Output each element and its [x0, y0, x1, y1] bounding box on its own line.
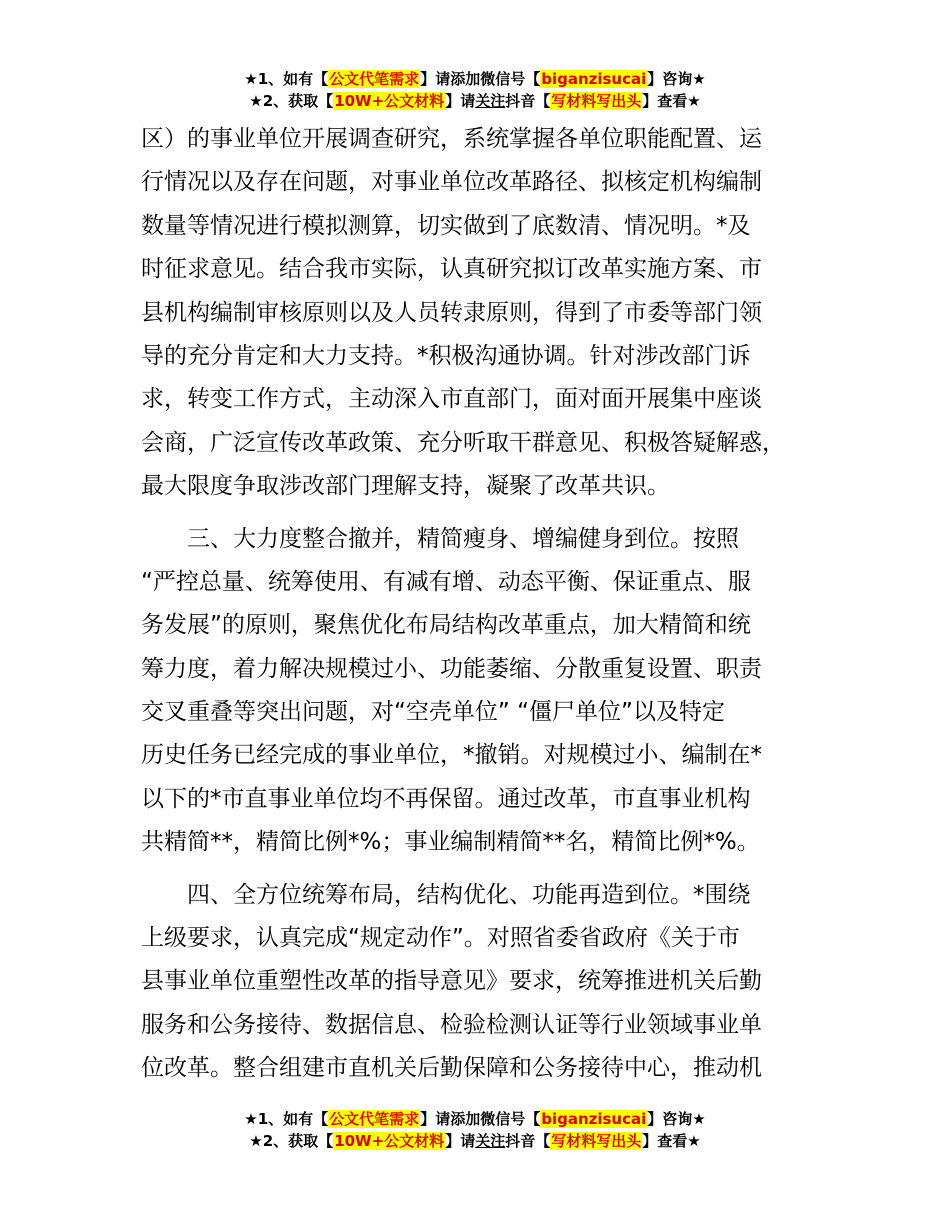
banner-line-1: ★1、如有【公文代笔需求】请添加微信号【biganzisucai】咨询★ — [244, 1110, 706, 1128]
text-line: 服务和公务接待、数据信息、检验检测认证等行业领域事业单 — [141, 1011, 762, 1038]
banner-line-2: ★2、获取【10W+公文材料】请关注抖音【写材料写出头】查看★ — [249, 92, 701, 110]
highlight-materials: 10W+公文材料 — [334, 1132, 445, 1150]
banner-line-1: ★1、如有【公文代笔需求】请添加微信号【biganzisucai】咨询★ — [244, 70, 706, 88]
highlight-service: 公文代笔需求 — [329, 1110, 420, 1128]
paragraph-3 — [141, 874, 841, 1091]
document-body — [141, 118, 841, 1091]
text-line: 共精简**，精简比例*%；事业编制精简**名，精简比例*%。 — [141, 829, 760, 856]
footer-banner — [0, 1108, 950, 1152]
text-line: 会商，广泛宣传改革政策、充分听取干群意见、积极答疑解惑， — [141, 429, 785, 456]
text-line: 三、大力度整合撤并，精简瘦身、增编健身到位。按照 — [141, 525, 739, 552]
follow-text: 关注 — [475, 1132, 506, 1150]
text-line: 行情况以及存在问题，对事业单位改革路径、拟核定机构编制 — [141, 169, 762, 196]
text-line: “严控总量、统筹使用、有减有增、动态平衡、保证重点、服 — [141, 568, 751, 595]
text-line: 数量等情况进行模拟测算，切实做到了底数清、情况明。*及 — [141, 212, 751, 239]
text-line: 县事业单位重塑性改革的指导意见》要求，统筹推进机关后勤 — [141, 968, 762, 995]
highlight-wechat-id: biganzisucai — [541, 70, 647, 88]
text-line: 时征求意见。结合我市实际，认真研究拟订改革实施方案、市 — [141, 256, 762, 283]
highlight-douyin: 写材料写出头 — [551, 1132, 642, 1150]
text-line: 历史任务已经完成的事业单位，*撤销。对规模过小、编制在* — [141, 742, 762, 769]
text-line: 区）的事业单位开展调查研究，系统掌握各单位职能配置、运 — [141, 126, 762, 152]
text-line: 以下的*市直事业单位均不再保留。通过改革，市直事业机构 — [141, 785, 751, 812]
highlight-wechat-id: biganzisucai — [541, 1110, 647, 1128]
header-banner — [0, 68, 950, 112]
text-line: 四、全方位统筹布局，结构优化、功能再造到位。*围绕 — [141, 881, 751, 908]
text-line: 位改革。整合组建市直机关后勤保障和公务接待中心，推动机 — [141, 1055, 762, 1082]
highlight-materials: 10W+公文材料 — [334, 92, 445, 110]
highlight-douyin: 写材料写出头 — [551, 92, 642, 110]
highlight-service: 公文代笔需求 — [329, 70, 420, 88]
paragraph-2 — [141, 518, 841, 865]
banner-line-2: ★2、获取【10W+公文材料】请关注抖音【写材料写出头】查看★ — [249, 1132, 701, 1150]
text-line: 最大限度争取涉改部门理解支持，凝聚了改革共识。 — [141, 473, 670, 500]
follow-text: 关注 — [475, 92, 506, 110]
text-line: 交叉重叠等突出问题，对“空壳单位” “僵尸单位”以及特定 — [141, 699, 725, 726]
paragraph-1 — [141, 118, 841, 509]
text-line: 上级要求，认真完成“规定动作”。对照省委省政府《关于市 — [141, 925, 740, 952]
text-line: 筹力度，着力解决规模过小、功能萎缩、分散重复设置、职责 — [141, 655, 762, 682]
text-line: 导的充分肯定和大力支持。*积极沟通协调。针对涉改部门诉 — [141, 342, 751, 369]
text-line: 县机构编制审核原则以及人员转隶原则，得到了市委等部门领 — [141, 299, 762, 326]
text-line: 务发展”的原则，聚焦优化布局结构改革重点，加大精简和统 — [141, 612, 751, 639]
text-line: 求，转变工作方式，主动深入市直部门，面对面开展集中座谈 — [141, 386, 762, 413]
